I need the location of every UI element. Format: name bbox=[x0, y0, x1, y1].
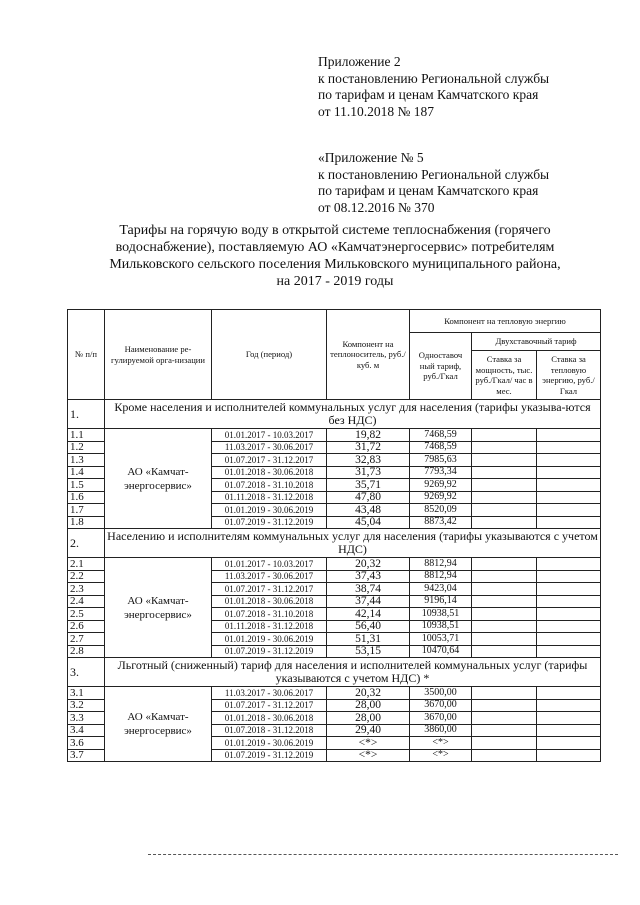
row-single-tariff: 9423,04 bbox=[410, 583, 472, 596]
row-number: 3.4 bbox=[68, 724, 105, 737]
row-number: 2.2 bbox=[68, 570, 105, 583]
row-power-rate bbox=[472, 441, 537, 454]
org-name: АО «Камчат-энергосервис» bbox=[105, 429, 212, 529]
row-number: 1.7 bbox=[68, 504, 105, 517]
row-carrier-value: 53,15 bbox=[327, 645, 410, 658]
row-power-rate bbox=[472, 429, 537, 442]
row-period: 01.01.2018 - 30.06.2018 bbox=[212, 712, 327, 725]
row-power-rate bbox=[472, 749, 537, 762]
row-number: 1.1 bbox=[68, 429, 105, 442]
section-number: 3. bbox=[68, 658, 105, 687]
row-single-tariff: 7468,59 bbox=[410, 429, 472, 442]
appendix-2-line-3: по тарифам и ценам Камчатского края bbox=[318, 87, 539, 102]
row-single-tariff: 8812,94 bbox=[410, 570, 472, 583]
row-number: 3.7 bbox=[68, 749, 105, 762]
row-single-tariff: 7793,34 bbox=[410, 466, 472, 479]
row-period: 01.07.2017 - 31.12.2017 bbox=[212, 583, 327, 596]
row-carrier-value: <*> bbox=[327, 749, 410, 762]
row-period: 01.07.2017 - 31.12.2017 bbox=[212, 454, 327, 467]
row-single-tariff: 3500,00 bbox=[410, 687, 472, 700]
row-power-rate bbox=[472, 504, 537, 517]
row-number: 1.4 bbox=[68, 466, 105, 479]
row-single-tariff: 8520,09 bbox=[410, 504, 472, 517]
appendix-5-line-1: «Приложение № 5 bbox=[318, 150, 424, 165]
row-carrier-value: 31,73 bbox=[327, 466, 410, 479]
header-org: Наименование ре-гулируемой орга-низации bbox=[105, 310, 212, 400]
row-period: 11.03.2017 - 30.06.2017 bbox=[212, 441, 327, 454]
header-single: Одноставоч ный тариф, руб./Гкал bbox=[410, 333, 472, 400]
row-carrier-value: 35,71 bbox=[327, 479, 410, 492]
row-single-tariff: <*> bbox=[410, 737, 472, 750]
row-power-rate bbox=[472, 583, 537, 596]
row-carrier-value: 47,80 bbox=[327, 491, 410, 504]
row-carrier-value: 42,14 bbox=[327, 608, 410, 621]
header-two-part: Двухставочный тариф bbox=[472, 333, 601, 351]
org-name: АО «Камчат-энергосервис» bbox=[105, 687, 212, 762]
row-energy-rate bbox=[537, 454, 601, 467]
row-single-tariff: 8812,94 bbox=[410, 558, 472, 571]
row-carrier-value: 51,31 bbox=[327, 633, 410, 646]
row-single-tariff: 9269,92 bbox=[410, 491, 472, 504]
tariff-table bbox=[67, 309, 601, 762]
table-row bbox=[68, 429, 601, 442]
row-power-rate bbox=[472, 491, 537, 504]
row-number: 1.2 bbox=[68, 441, 105, 454]
header-period: Год (период) bbox=[212, 310, 327, 400]
row-energy-rate bbox=[537, 608, 601, 621]
row-single-tariff: 3670,00 bbox=[410, 699, 472, 712]
section-number: 1. bbox=[68, 400, 105, 429]
row-period: 11.03.2017 - 30.06.2017 bbox=[212, 687, 327, 700]
row-carrier-value: 20,32 bbox=[327, 687, 410, 700]
row-power-rate bbox=[472, 712, 537, 725]
row-carrier-value: 19,82 bbox=[327, 429, 410, 442]
row-energy-rate bbox=[537, 429, 601, 442]
row-single-tariff: 10938,51 bbox=[410, 608, 472, 621]
section-row bbox=[68, 400, 601, 429]
section-row bbox=[68, 658, 601, 687]
row-single-tariff: 8873,42 bbox=[410, 516, 472, 529]
row-number: 2.3 bbox=[68, 583, 105, 596]
row-number: 2.4 bbox=[68, 595, 105, 608]
row-period: 01.07.2019 - 31.12.2019 bbox=[212, 645, 327, 658]
row-single-tariff: 3670,00 bbox=[410, 712, 472, 725]
row-number: 3.2 bbox=[68, 699, 105, 712]
row-power-rate bbox=[472, 595, 537, 608]
section-title: Кроме населения и исполнителей коммунальных услуг для населения (тарифы указыва-ются без НДС) bbox=[105, 400, 601, 429]
header-num: № п/п bbox=[68, 310, 105, 400]
row-number: 1.6 bbox=[68, 491, 105, 504]
document-title bbox=[70, 222, 600, 290]
row-period: 01.11.2018 - 31.12.2018 bbox=[212, 491, 327, 504]
header-heat: Компонент на тепловую энергию bbox=[410, 310, 601, 333]
section-title: Населению и исполнителям коммунальных услуг для населения (тарифы указываются с учетом НДС) bbox=[105, 529, 601, 558]
row-energy-rate bbox=[537, 633, 601, 646]
row-energy-rate bbox=[537, 516, 601, 529]
appendix-5-header bbox=[318, 150, 549, 216]
row-carrier-value: 32,83 bbox=[327, 454, 410, 467]
row-power-rate bbox=[472, 687, 537, 700]
appendix-2-header bbox=[318, 54, 549, 120]
row-power-rate bbox=[472, 633, 537, 646]
row-power-rate bbox=[472, 737, 537, 750]
row-period: 01.07.2019 - 31.12.2019 bbox=[212, 749, 327, 762]
row-energy-rate bbox=[537, 558, 601, 571]
row-power-rate bbox=[472, 516, 537, 529]
row-carrier-value: 29,40 bbox=[327, 724, 410, 737]
row-single-tariff: 7468,59 bbox=[410, 441, 472, 454]
row-period: 01.01.2019 - 30.06.2019 bbox=[212, 633, 327, 646]
title-line-2: водоснабжение), поставляемую АО «Камчатэнергосервис» потребителям bbox=[115, 240, 555, 255]
appendix-2-line-2: к постановлению Региональной службы bbox=[318, 70, 550, 86]
row-carrier-value: <*> bbox=[327, 737, 410, 750]
row-carrier-value: 28,00 bbox=[327, 699, 410, 712]
row-energy-rate bbox=[537, 479, 601, 492]
row-energy-rate bbox=[537, 620, 601, 633]
title-line-3: Мильковского сельского поселения Мильковского муниципального района, bbox=[109, 257, 561, 272]
section-row bbox=[68, 529, 601, 558]
row-carrier-value: 43,48 bbox=[327, 504, 410, 517]
row-number: 3.1 bbox=[68, 687, 105, 700]
row-power-rate bbox=[472, 570, 537, 583]
row-number: 1.5 bbox=[68, 479, 105, 492]
appendix-5-line-2: к постановлению Региональной службы bbox=[318, 166, 550, 182]
row-period: 01.07.2018 - 31.12.2018 bbox=[212, 724, 327, 737]
row-period: 01.01.2017 - 10.03.2017 bbox=[212, 558, 327, 571]
row-number: 1.3 bbox=[68, 454, 105, 467]
row-period: 01.01.2019 - 30.06.2019 bbox=[212, 504, 327, 517]
row-period: 11.03.2017 - 30.06.2017 bbox=[212, 570, 327, 583]
row-number: 3.3 bbox=[68, 712, 105, 725]
table-row bbox=[68, 558, 601, 571]
row-energy-rate bbox=[537, 504, 601, 517]
row-power-rate bbox=[472, 558, 537, 571]
row-energy-rate bbox=[537, 724, 601, 737]
row-power-rate bbox=[472, 454, 537, 467]
section-number: 2. bbox=[68, 529, 105, 558]
row-period: 01.01.2018 - 30.06.2018 bbox=[212, 466, 327, 479]
appendix-5-line-3: по тарифам и ценам Камчатского края bbox=[318, 183, 539, 198]
table-header bbox=[68, 310, 601, 400]
row-single-tariff: 7985,63 bbox=[410, 454, 472, 467]
table-body bbox=[68, 400, 601, 762]
row-number: 2.8 bbox=[68, 645, 105, 658]
row-energy-rate bbox=[537, 749, 601, 762]
row-period: 01.07.2018 - 31.10.2018 bbox=[212, 608, 327, 621]
row-energy-rate bbox=[537, 441, 601, 454]
row-period: 01.07.2018 - 31.10.2018 bbox=[212, 479, 327, 492]
table-row bbox=[68, 687, 601, 700]
row-carrier-value: 56,40 bbox=[327, 620, 410, 633]
row-number: 2.1 bbox=[68, 558, 105, 571]
row-power-rate bbox=[472, 699, 537, 712]
row-single-tariff: 10938,51 bbox=[410, 620, 472, 633]
row-period: 01.01.2019 - 30.06.2019 bbox=[212, 737, 327, 750]
row-energy-rate bbox=[537, 712, 601, 725]
header-power: Ставка за мощность, тыс. руб./Гкал/ час в мес. bbox=[472, 351, 537, 400]
row-power-rate bbox=[472, 466, 537, 479]
row-energy-rate bbox=[537, 737, 601, 750]
row-energy-rate bbox=[537, 595, 601, 608]
row-number: 2.6 bbox=[68, 620, 105, 633]
row-energy-rate bbox=[537, 687, 601, 700]
row-carrier-value: 38,74 bbox=[327, 583, 410, 596]
appendix-2-line-1: Приложение 2 bbox=[318, 54, 401, 69]
row-energy-rate bbox=[537, 570, 601, 583]
title-line-4: на 2017 - 2019 годы bbox=[276, 274, 394, 289]
appendix-5-line-4: от 08.12.2016 № 370 bbox=[318, 199, 435, 215]
title-line-1: Тарифы на горячую воду в открытой системе теплоснабжения (горячего bbox=[119, 223, 551, 238]
row-single-tariff: <*> bbox=[410, 749, 472, 762]
row-power-rate bbox=[472, 479, 537, 492]
row-period: 01.07.2019 - 31.12.2019 bbox=[212, 516, 327, 529]
row-energy-rate bbox=[537, 583, 601, 596]
row-period: 01.07.2017 - 31.12.2017 bbox=[212, 699, 327, 712]
bottom-divider bbox=[148, 854, 618, 855]
row-period: 01.01.2017 - 10.03.2017 bbox=[212, 429, 327, 442]
row-power-rate bbox=[472, 620, 537, 633]
header-energy: Ставка за тепловую энергию, руб./Гкал bbox=[537, 351, 601, 400]
row-single-tariff: 10470,64 bbox=[410, 645, 472, 658]
row-single-tariff: 9269,92 bbox=[410, 479, 472, 492]
section-title: Льготный (сниженный) тариф для населения и исполнителей коммунальных услуг (тарифы указываются с учетом НДС) * bbox=[105, 658, 601, 687]
row-energy-rate bbox=[537, 699, 601, 712]
row-period: 01.11.2018 - 31.12.2018 bbox=[212, 620, 327, 633]
row-carrier-value: 31,72 bbox=[327, 441, 410, 454]
row-power-rate bbox=[472, 724, 537, 737]
row-single-tariff: 3860,00 bbox=[410, 724, 472, 737]
row-carrier-value: 20,32 bbox=[327, 558, 410, 571]
row-number: 2.7 bbox=[68, 633, 105, 646]
row-power-rate bbox=[472, 608, 537, 621]
header-carrier: Компонент на теплоноситель, руб./куб. м bbox=[327, 310, 410, 400]
row-single-tariff: 9196,14 bbox=[410, 595, 472, 608]
row-period: 01.01.2018 - 30.06.2018 bbox=[212, 595, 327, 608]
row-carrier-value: 37,43 bbox=[327, 570, 410, 583]
row-number: 3.6 bbox=[68, 737, 105, 750]
row-carrier-value: 37,44 bbox=[327, 595, 410, 608]
row-carrier-value: 45,04 bbox=[327, 516, 410, 529]
row-energy-rate bbox=[537, 491, 601, 504]
row-power-rate bbox=[472, 645, 537, 658]
row-carrier-value: 28,00 bbox=[327, 712, 410, 725]
row-energy-rate bbox=[537, 645, 601, 658]
row-number: 2.5 bbox=[68, 608, 105, 621]
row-energy-rate bbox=[537, 466, 601, 479]
row-single-tariff: 10053,71 bbox=[410, 633, 472, 646]
org-name: АО «Камчат-энергосервис» bbox=[105, 558, 212, 658]
row-number: 1.8 bbox=[68, 516, 105, 529]
appendix-2-line-4: от 11.10.2018 № 187 bbox=[318, 103, 434, 119]
